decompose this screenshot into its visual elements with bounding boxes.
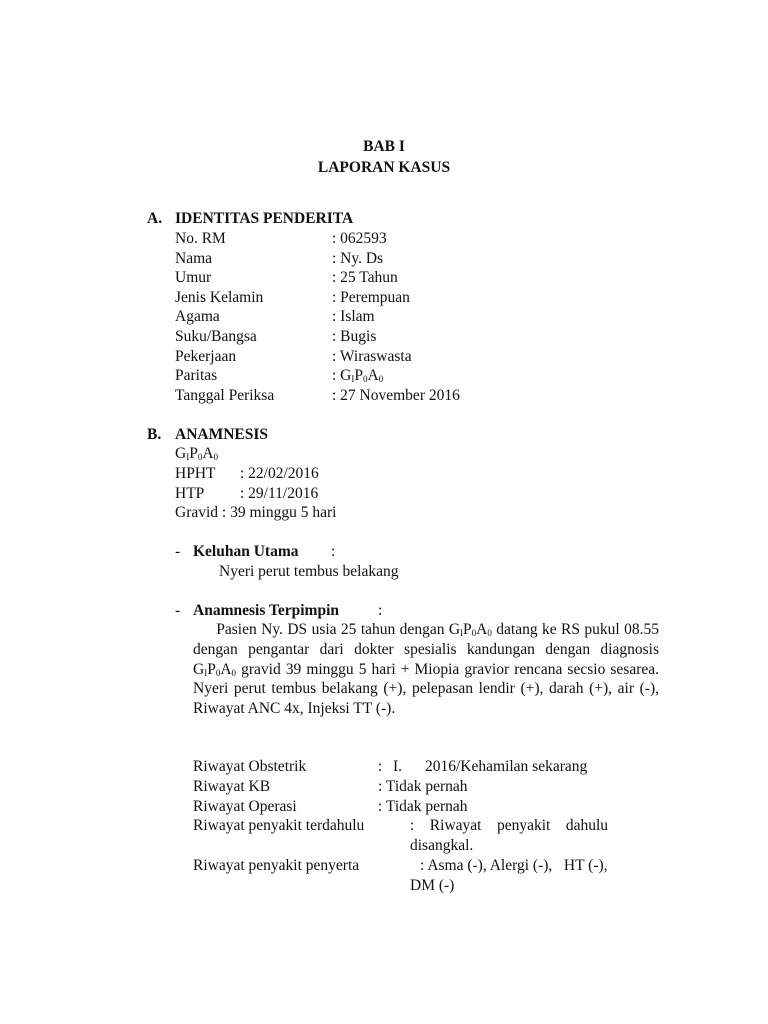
label-riwayat-penyakit-terdahulu: Riwayat penyakit terdahulu (193, 817, 365, 834)
label-jenis-kelamin: Jenis Kelamin (175, 289, 264, 306)
value-nama: : Ny. Ds (332, 250, 384, 267)
anamnesis-terpimpin-paragraph: Pasien Ny. DS usia 25 tahun dengan $G_IP_0A_0$ datang ke RS pukul 08.55 dengan pengantar dari dokter spesialis kandungan dengan diagnosis $G_IP_0A_0$ gravid 39 minggu 5 hari + Miopia gravior rencana secsio sesarea. Nyeri perut tembus belakang (+), pelepasan lendir (+), darah (+), air (-), Riwayat ANC 4x, Injeksi TT (-). (193, 621, 659, 718)
label-riwayat-operasi: Riwayat Operasi (193, 798, 297, 815)
label-nama: Nama (175, 250, 213, 267)
value-agama: : Islam (332, 308, 375, 325)
value-riwayat-obstetrik: 2016/Kehamilan sekarang (425, 758, 588, 775)
value-tanggal-periksa: : 27 November 2016 (332, 387, 460, 404)
label-tanggal-periksa: Tanggal Periksa (175, 387, 275, 404)
page-title: LAPORAN KASUS (317, 159, 451, 176)
keluhan-dash: - (175, 543, 181, 560)
keluhan-utama-label: Keluhan Utama (193, 543, 299, 560)
value-paritas: : $G_IP_0A_0$ (332, 367, 384, 384)
value-riwayat-penyakit-penyerta-cont: DM (-) (410, 877, 455, 894)
value-pekerjaan: : Wiraswasta (332, 348, 412, 365)
value-riwayat-kb: : Tidak pernah (378, 778, 468, 795)
keluhan-utama-text: Nyeri perut tembus belakang (219, 563, 399, 580)
section-b-heading: ANAMNESIS (175, 426, 269, 443)
label-no-rm: No. RM (175, 230, 226, 247)
label-htp: HTP (175, 485, 205, 502)
value-riwayat-penyakit-terdahulu: : Riwayat penyakit dahulu (410, 817, 609, 834)
label-paritas: Paritas (175, 367, 218, 384)
obstetrik-colon: : (378, 758, 383, 775)
section-b-letter: B. (147, 426, 162, 443)
anamnesis-terpimpin-label: Anamnesis Terpimpin (193, 602, 340, 619)
label-agama: Agama (175, 308, 220, 325)
section-a-letter: A. (147, 210, 163, 227)
label-riwayat-penyakit-penyerta: Riwayat penyakit penyerta (193, 857, 360, 874)
section-a-heading: IDENTITAS PENDERITA (175, 210, 354, 227)
label-riwayat-kb: Riwayat KB (193, 778, 271, 795)
obstetrik-number: I. (393, 758, 403, 775)
label-umur: Umur (175, 269, 212, 286)
value-no-rm: : 062593 (332, 230, 387, 247)
gpa-code: $G_IP_0A_0$ (175, 445, 219, 462)
chapter-number: BAB I (363, 138, 405, 155)
value-umur: : 25 Tahun (332, 269, 398, 286)
keluhan-colon: : (331, 543, 336, 560)
value-htp: : 29/11/2016 (240, 485, 319, 502)
terpimpin-colon: : (378, 602, 383, 619)
label-pekerjaan: Pekerjaan (175, 348, 237, 365)
value-suku-bangsa: : Bugis (332, 328, 377, 345)
value-riwayat-penyakit-penyerta: : Asma (-), Alergi (-), HT (-), (420, 857, 608, 874)
value-riwayat-operasi: : Tidak pernah (378, 798, 468, 815)
label-suku-bangsa: Suku/Bangsa (175, 328, 257, 345)
terpimpin-dash: - (175, 602, 181, 619)
value-hpht: : 22/02/2016 (240, 465, 319, 482)
value-jenis-kelamin: : Perempuan (332, 289, 410, 306)
value-riwayat-penyakit-terdahulu-cont: disangkal. (410, 837, 474, 854)
label-riwayat-obstetrik: Riwayat Obstetrik (193, 758, 307, 775)
label-hpht: HPHT (175, 465, 216, 482)
gravid-line: Gravid : 39 minggu 5 hari (175, 504, 337, 521)
